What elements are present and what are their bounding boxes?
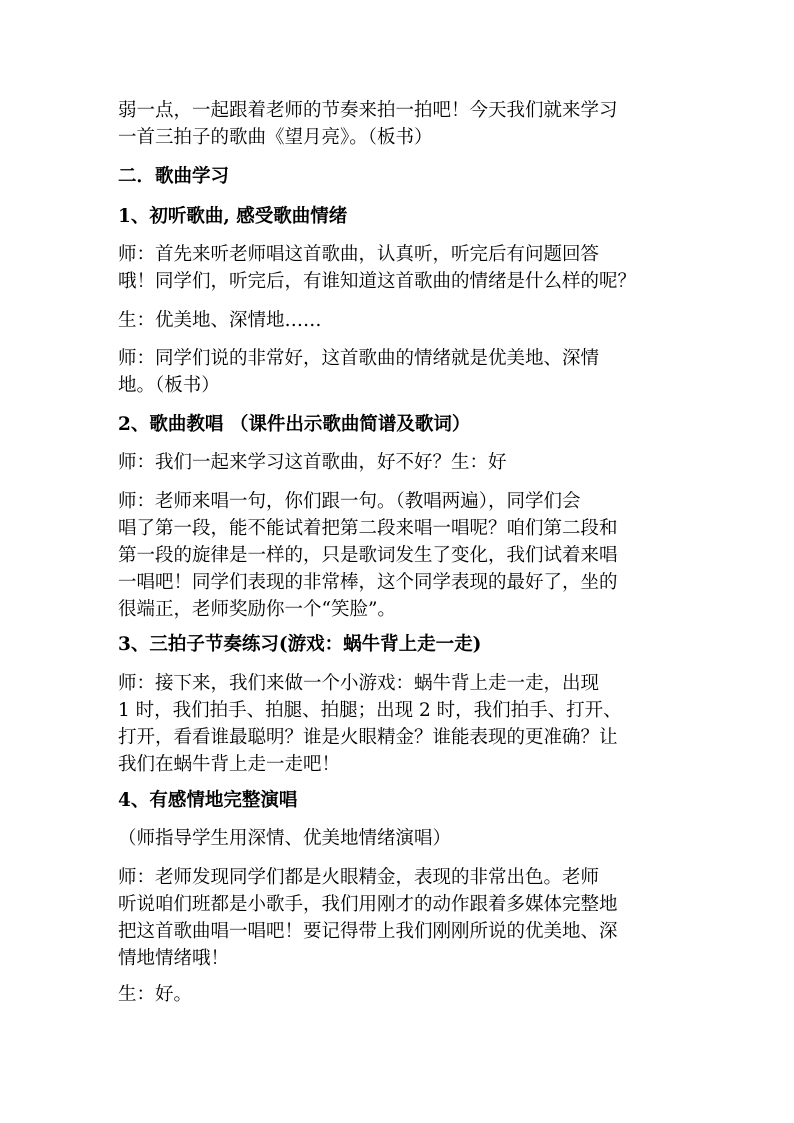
text-line: 打开，看看谁最聪明？谁是火眼精金？谁能表现的更准确？让: [118, 727, 618, 748]
text-line: 把这首歌曲唱一唱吧！要记得带上我们刚刚所说的优美地、深: [118, 921, 618, 942]
paragraph: [118, 488, 698, 623]
text-line: 一首三拍子的歌曲《望月亮》。（板书）: [118, 127, 433, 148]
paragraph: [118, 345, 698, 399]
text-line: 哦！同学们，听完后，有谁知道这首歌曲的情绪是什么样的呢？: [118, 271, 637, 292]
text-line: 地。（板书）: [118, 375, 220, 396]
subheading-4: 4、有感情地完整演唱: [118, 790, 298, 811]
subheading-3: 3、三拍子节奏练习(游戏：蜗牛背上走一走): [118, 634, 482, 655]
subheading-1: 1、初听歌曲, 感受歌曲情绪: [118, 206, 348, 227]
text-line: 一唱吧！同学们表现的非常棒，这个同学表现的最好了，坐的: [118, 572, 618, 593]
text-line: 师：首先来听老师唱这首歌曲，认真听，听完后有问题回答: [118, 244, 600, 265]
text-line: 师：接下来，我们来做一个小游戏：蜗牛背上走一走，出现: [118, 673, 600, 694]
text-line: 师：同学们说的非常好，这首歌曲的情绪就是优美地、深情: [118, 348, 600, 369]
text-line: 第一段的旋律是一样的，只是歌词发生了变化，我们试着来唱: [118, 545, 618, 566]
text-line: 听说咱们班都是小歌手，我们用刚才的动作跟着多媒体完整地: [118, 894, 618, 915]
text-line: 我们在蜗牛背上走一走吧！: [118, 754, 341, 775]
section-heading: 二．歌曲学习: [118, 166, 230, 187]
subheading-2: 2、歌曲教唱 （课件出示歌曲简谱及歌词）: [118, 414, 471, 435]
paragraph: [118, 241, 698, 295]
text-line: 情地情绪哦！: [118, 948, 230, 969]
text-line: 师：老师来唱一句，你们跟一句。（教唱两遍），同学们会: [118, 491, 581, 512]
paragraph: 生：好。: [118, 984, 193, 1005]
text-line: 师：老师发现同学们都是火眼精金，表现的非常出色。老师: [118, 867, 600, 888]
paragraph: [118, 670, 698, 778]
paragraph: （师指导学生用深情、优美地情绪演唱）: [118, 828, 452, 849]
paragraph: 师：我们一起来学习这首歌曲，好不好？生：好: [118, 452, 507, 473]
text-line: 唱了第一段，能不能试着把第二段来唱一唱呢？咱们第二段和: [118, 518, 618, 539]
intro-paragraph: [118, 97, 698, 151]
text-line: 弱一点，一起跟着老师的节奏来拍一拍吧！今天我们就来学习: [118, 100, 618, 121]
text-line: 1 时，我们拍手、拍腿、拍腿；出现 2 时，我们拍手、打开、: [118, 700, 622, 721]
paragraph: [118, 864, 698, 972]
paragraph: 生：优美地、深情地……: [118, 310, 322, 331]
text-line: 很端正，老师奖励你一个“笑脸”。: [118, 599, 396, 620]
